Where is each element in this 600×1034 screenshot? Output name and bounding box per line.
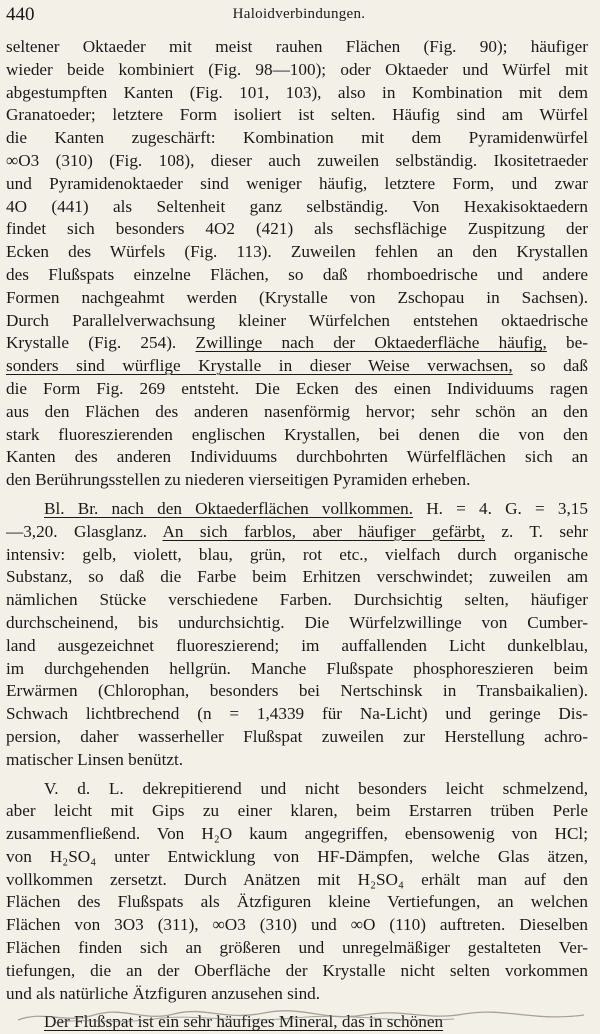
text-line <box>6 635 588 658</box>
text-line <box>6 424 588 447</box>
text-segment: aber leicht mit Gips zu einer klaren, beim Erstarren trüben Perle <box>6 801 588 821</box>
text-segment: so daß <box>512 356 588 376</box>
text-segment: stark fluoreszierenden englischen Krystallen, bei denen die von den <box>6 424 588 444</box>
text-line <box>6 612 588 635</box>
text-line <box>6 891 588 914</box>
text-line <box>6 544 588 567</box>
text-segment: Durch Parallelverwachsung kleiner Würfelchen entstehen oktaedrische <box>6 310 588 330</box>
text-line <box>6 566 588 589</box>
underlined-text: Zwillinge nach der Oktaederfläche häufig, <box>195 333 547 353</box>
underlined-text: sonders sind würflige Krystalle in dieser Weise verwachsen, <box>6 356 513 376</box>
text-segment: ∞O3 (310) (Fig. 108), dieser auch zuweilen selbständig. Ikositetraeder <box>6 150 588 170</box>
text-segment: Formen nachgeahmt werden (Krystalle von Zschopau in Sachsen). <box>6 287 588 307</box>
text-line <box>6 983 588 1006</box>
text-line <box>6 726 588 749</box>
text-line <box>6 401 588 424</box>
text-segment: Granatoeder; letztere Form isoliert ist selten. Häufig sind am Würfel <box>6 105 588 125</box>
text-segment: V. d. L. dekrepitierend und nicht besonders leicht schmelzend, <box>44 778 588 798</box>
text-segment: aus den Flächen des anderen nasenförmig hervor; sehr schön an den <box>6 401 588 421</box>
text-line <box>6 703 588 726</box>
text-line <box>6 82 588 105</box>
page-header <box>6 2 592 28</box>
text-segment: Flächen von 3O3 (311), ∞O3 (310) und ∞O (110) auftreten. Dieselben <box>6 915 588 935</box>
text-line <box>6 521 588 544</box>
text-line <box>6 749 588 772</box>
text-line <box>6 196 588 219</box>
body-text <box>6 36 588 1034</box>
underlined-text: Bl. Br. nach den Oktaederflächen vollkommen. <box>44 498 414 518</box>
text-line <box>6 498 588 521</box>
text-line <box>6 310 588 333</box>
text-segment: Erwärmen (Chlorophan, besonders bei Nertschinsk in Transbaikalien). <box>6 681 588 701</box>
text-line <box>6 869 588 892</box>
text-line <box>6 960 588 983</box>
text-segment: im durchgehenden hellgrün. Manche Flußspate phosphoreszieren beim <box>6 658 588 678</box>
text-line <box>6 658 588 681</box>
text-line <box>6 589 588 612</box>
text-segment: wieder beide kombiniert (Fig. 98—100); oder Oktaeder und Würfel mit <box>6 59 588 79</box>
text-segment: den Berührungsstellen zu niederen vierseitigen Pyramiden erheben. <box>6 470 471 490</box>
text-segment: und als natürliche Ätzfiguren anzusehen sind. <box>6 983 321 1003</box>
text-segment: Substanz, so daß die Farbe beim Erhitzen verschwindet; zuweilen am <box>6 567 588 587</box>
text-line <box>6 218 588 241</box>
page-number: 440 <box>6 4 35 25</box>
text-segment: Flächen des Flußspats als Ätzfiguren kleine Vertiefungen, an welchen <box>6 892 588 912</box>
text-line <box>6 378 588 401</box>
text-segment: matischer Linsen benützt. <box>6 749 184 769</box>
text-line <box>6 287 588 310</box>
paragraph <box>6 36 588 492</box>
text-segment: des Flußspats einzelne Flächen, so daß rhomboedrische und andere <box>6 264 588 284</box>
text-segment: Ecken des Würfels (Fig. 113). Zuweilen fehlen an den Krystallen <box>6 242 588 262</box>
text-line <box>6 446 588 469</box>
handwritten-annotation <box>14 1006 590 1025</box>
text-line <box>6 332 588 355</box>
text-segment: die Form Fig. 269 entsteht. Die Ecken des einen Individuums ragen <box>6 378 588 398</box>
text-segment: nämlichen Stücke verschiedene Farben. Durchsichtig selten, häufiger <box>6 590 588 610</box>
text-line <box>6 846 588 869</box>
text-line <box>6 150 588 173</box>
text-segment: seltener Oktaeder mit meist rauhen Flächen (Fig. 90); häufiger <box>6 37 588 56</box>
text-segment: vollkommen zersetzt. Durch Anätzen mit H₂SO₄ erhält man auf den <box>6 869 588 889</box>
text-segment: tiefungen, die an der Oberfläche der Krystalle nicht selten vorkommen <box>6 960 588 980</box>
text-line <box>6 937 588 960</box>
text-line <box>6 264 588 287</box>
text-segment: und Pyramidenoktaeder sind weniger häufig, letztere Form, und zwar <box>6 173 588 193</box>
text-line <box>6 800 588 823</box>
text-segment: durchscheinend, bis undurchsichtig. Die Würfelzwillinge von Cumber- <box>6 612 588 632</box>
text-segment: land ausgezeichnet fluoreszierend; im auffallenden Licht dunkelblau, <box>6 635 588 655</box>
text-segment: 4O (441) als Seltenheit ganz selbständig. Von Hexakisoktaedern <box>6 196 588 216</box>
text-segment: H. = 4. G. = 3,15 <box>413 498 588 518</box>
text-segment: von H₂SO₄ unter Entwicklung von HF-Dämpfen, welche Glas ätzen, <box>6 846 588 866</box>
text-line <box>6 127 588 150</box>
text-segment: Flächen finden sich an größeren und unregelmäßiger gestalteten Ver- <box>6 938 588 958</box>
text-line <box>6 680 588 703</box>
paragraph <box>6 778 588 1006</box>
text-segment: Kanten des anderen Individuums durchbohrten Würfelflächen sich an <box>6 447 588 467</box>
text-segment: be- <box>546 333 588 353</box>
text-line <box>6 778 588 801</box>
text-segment: findet sich besonders 4O2 (421) als sechsflächige Zuspitzung der <box>6 219 588 239</box>
text-segment: Schwach lichtbrechend (n = 1,4339 für Na-Licht) und geringe Dis- <box>6 704 588 724</box>
text-segment: intensiv: gelb, violett, blau, grün, rot etc., vielfach durch organische <box>6 544 588 564</box>
underlined-text: An sich farblos, aber häufiger gefärbt, <box>162 521 485 541</box>
text-line <box>6 173 588 196</box>
running-head: Haloidverbindungen. <box>232 6 366 22</box>
text-line <box>6 355 588 378</box>
underlined-text: Der Flußspat ist ein sehr häufiges Mineral, das in schönen <box>44 1012 444 1032</box>
text-segment: persion, daher wasserheller Flußspat zuweilen zur Herstellung achro- <box>6 726 588 746</box>
text-segment: —3,20. Glasglanz. <box>6 521 163 541</box>
paragraph <box>6 498 588 772</box>
text-segment: z. T. sehr <box>485 521 588 541</box>
text-segment: abgestumpften Kanten (Fig. 101, 103), also in Kombination mit dem <box>6 82 588 102</box>
text-line <box>6 36 588 59</box>
text-line <box>6 104 588 127</box>
text-segment: die Kanten zugeschärft: Kombination mit dem Pyramidenwürfel <box>6 128 588 148</box>
text-line <box>6 914 588 937</box>
text-line <box>6 823 588 846</box>
text-line <box>6 469 588 492</box>
text-line <box>6 241 588 264</box>
text-segment: zusammenfließend. Von H₂O kaum angegriffen, ebensowenig von HCl; <box>6 824 588 844</box>
text-segment: Krystalle (Fig. 254). <box>6 333 196 353</box>
text-line <box>6 59 588 82</box>
